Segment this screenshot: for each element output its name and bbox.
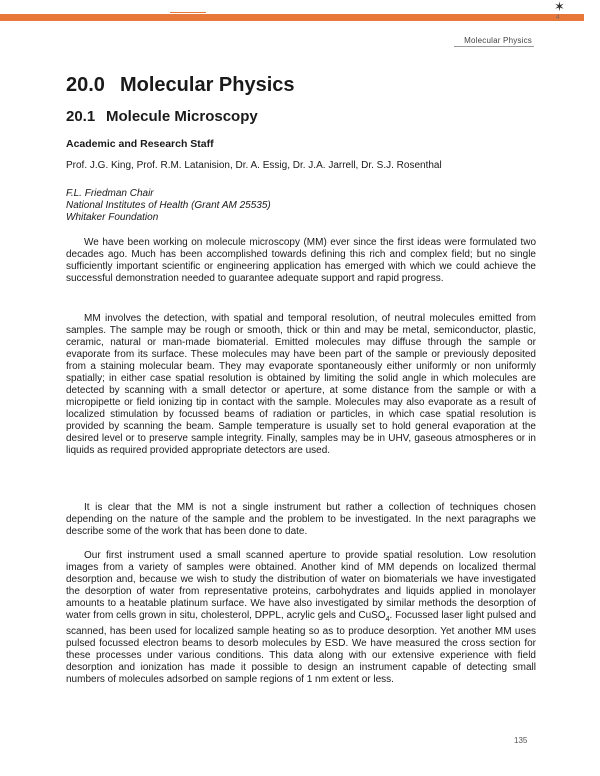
staff-heading: Academic and Research Staff — [66, 138, 214, 150]
body-paragraph: MM involves the detection, with spatial and temporal resolution, of neutral molecules emitted from samples. The sample may be rough or smooth, thick or thin and may be metal, semiconductor, plastic, ceramic, natural or man-made biomaterial. Emitted molecules may diffuse through the sample or evaporate from its surface. These molecules may have been part of the sample or previously deposited from a staining molecular beam. They may evaporate spontaneously either uniformly or non uniformly spatially; in either case spatial resolution is obtained by limiting the solid angle in which molecules are detected by scanning with a small detector or aperture, at some distance from the sample or with a micropipette or field ionizing tip in contact with the sample. Molecules may also evaporate as a result of localized stimulation by focussed beams of radiation or particles, in which case spatial resolution is provided by scanning the beam. Sample temperature is usually set to hold general evaporation at the desired level or to preserve sample integrity. Finally, samples may be in UHV, gaseous atmospheres or in liquids as required provided appropriate detectors are used. — [66, 313, 536, 456]
funding-line: Whitaker Foundation — [66, 212, 159, 223]
subscript: 4 — [385, 616, 390, 623]
funding-line: F.L. Friedman Chair — [66, 188, 154, 199]
corner-number: 4 — [556, 15, 560, 21]
orange-header-bar — [0, 14, 584, 21]
funding-line: National Institutes of Health (Grant AM 25535) — [66, 200, 271, 211]
funding-sources — [66, 188, 271, 224]
paragraph-text: Our first instrument used a small scanned aperture to provide spatial resolution. Low resolution images from a variety of samples were obtained. Another kind of MM depends on localized thermal desorption and, because we wish to study the distribution of water on biomaterials we have investigated the desorption of water from representative proteins, carbohydrates and liquids applied in monolayer amounts to a heatable platinum surface. We have also investigated by similar methods the desorption of water from cells grown in situ, cholesterol, DPPL, acrylic gels and CuSO — [66, 550, 536, 621]
header-tick-line — [170, 12, 206, 13]
page-number: 135 — [514, 736, 528, 745]
paragraph-text-continued: . Focussed laser light pulsed and scanned, has been used for localized sample heating so as to produce desorption. Yet another MM uses pulsed focussed electron beams to desorb molecules by ESD. We have measured the cross section for these processes under various conditions. This data along with our extensive experience with field desorption and ionization has made it possible to design an instrument capable of detecting small numbers of molecules adsorbed on sample regions of 1 nm extent or less. — [66, 610, 537, 685]
body-paragraph — [66, 550, 536, 686]
chapter-number: 20.0 — [66, 74, 105, 96]
section-number: 20.1 — [66, 108, 96, 125]
running-head: Molecular Physics — [464, 36, 532, 45]
section-title — [66, 108, 258, 125]
section-title-text: Molecule Microscopy — [106, 108, 258, 125]
body-paragraph: We have been working on molecule microscopy (MM) ever since the first ideas were formulated two decades ago. Much has been accomplished towards defining this rich and complex field; but no single sufficiently important scientific or engineering application has emerged with which we could achieve the successful demonstration needed to guarantee adequate support and rapid progress. — [66, 237, 536, 284]
running-head-rule — [454, 46, 534, 47]
chapter-title-text: Molecular Physics — [120, 74, 295, 96]
body-paragraph: It is clear that the MM is not a single instrument but rather a collection of techniques chosen depending on the nature of the sample and the problem to be investigated. In the next paragraphs we describe some of the work that has been done to date. — [66, 502, 536, 537]
corner-mark-icon: ✶ — [554, 0, 565, 14]
chapter-title — [66, 74, 295, 97]
staff-names: Prof. J.G. King, Prof. R.M. Latanision, Dr. A. Essig, Dr. J.A. Jarrell, Dr. S.J. Rosenthal — [66, 160, 442, 171]
